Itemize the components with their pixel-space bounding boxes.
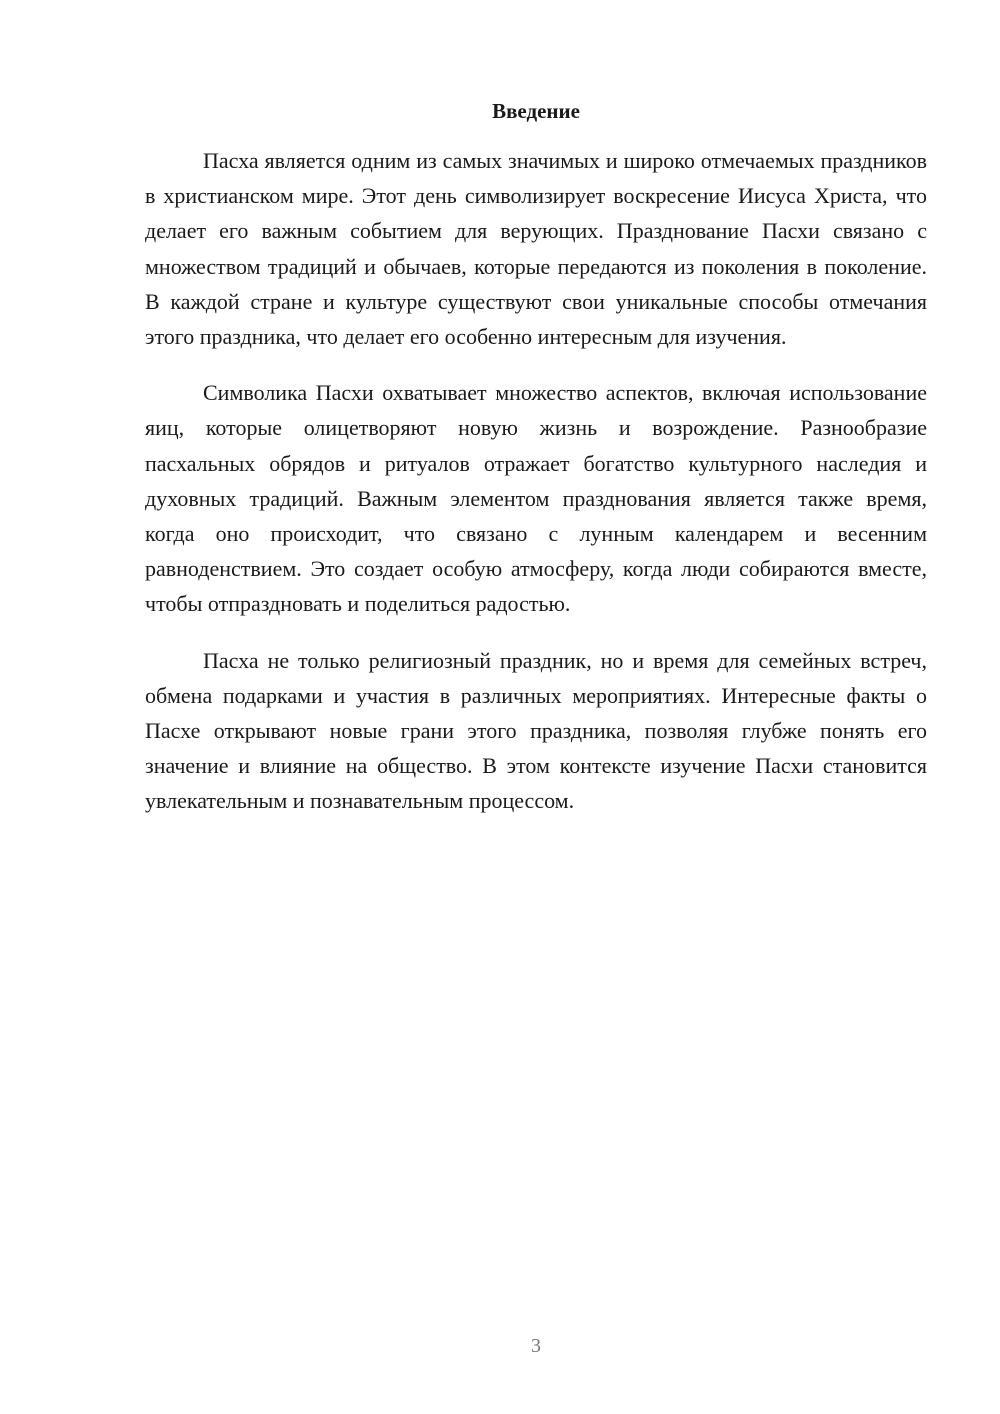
page-title: Введение (492, 99, 580, 123)
paragraph-2: Символика Пасхи охватывает множество аспектов, включая использование яиц, которые олицетворяют новую жизнь и возрождение. Разнообразие пасхальных обрядов и ритуалов отражает богатство культурного наследия и духовных традиций. Важным элементом празднования является также время, когда оно происходит, что связано с лунным календарем и весенним равноденствием. Это создает особую атмосферу, когда люди собираются вместе, чтобы отпраздновать и поделиться радостью. (145, 380, 927, 617)
body-text (145, 143, 927, 840)
paragraph-1: Пасха является одним из самых значимых и широко отмечаемых праздников в христианском мире. Этот день символизирует воскресение Иисуса Христа, что делает его важным событием для верующих. Празднование Пасхи связано с множеством традиций и обычаев, которые передаются из поколения в поколение. В каждой стране и культуре существуют свои уникальные способы отмечания этого праздника, что делает его особенно интересным для изучения. (145, 148, 927, 350)
paragraph-3: Пасха не только религиозный праздник, но и время для семейных встреч, обмена подарками и участия в различных мероприятиях. Интересные факты о Пасхе открывают новые грани этого праздника, позволяя глубже понять его значение и влияние на общество. В этом контексте изучение Пасхи становится увлекательным и познавательным процессом. (145, 647, 927, 814)
page-number: 3 (531, 1335, 541, 1357)
